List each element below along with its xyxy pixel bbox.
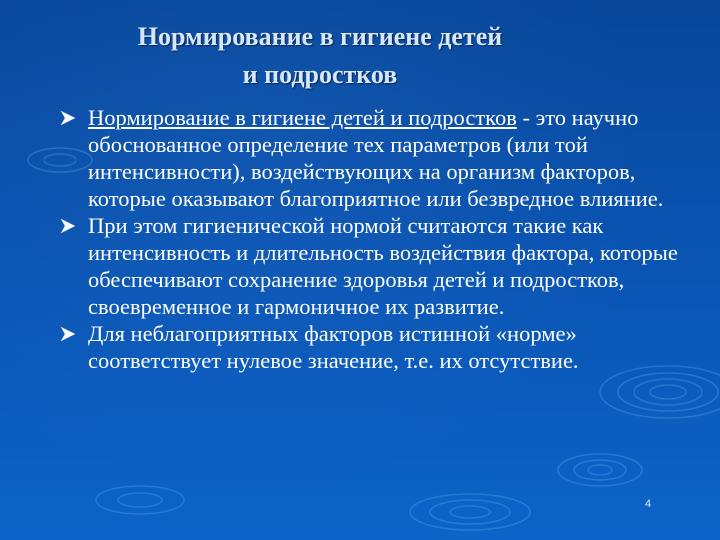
bullet-text-1: - это научно обоснованное определение тех параметров (или той интенсивности), воздействующих на организм факторов, которые оказывают благоприятное или безвредное влияние.	[88, 105, 664, 211]
bullet-text-2: При этом гигиенической нормой считаются такие как интенсивность и длительность воздействия фактора, которые обеспечивают сохранение здоровья детей и подростков, своевременное и гармоничное их развитие.	[88, 213, 678, 319]
arrow-bullet-icon	[60, 326, 76, 342]
bullet-item-norm	[60, 212, 680, 320]
definition-term: Нормирование в гигиене детей и подростков	[88, 105, 517, 130]
title-line-2: и подростков	[242, 60, 398, 89]
slide-title	[60, 18, 580, 94]
page-number: 4	[645, 498, 652, 510]
title-line-1: Нормирование в гигиене детей	[137, 22, 503, 51]
bullet-text-3: Для неблагоприятных факторов истинной «норме» соответствует нулевое значение, т.е. их отсутствие.	[88, 321, 579, 373]
bullet-item-unfavorable	[60, 320, 680, 374]
bullet-list	[60, 104, 680, 374]
arrow-bullet-icon	[60, 218, 76, 234]
arrow-bullet-icon	[60, 110, 76, 126]
bullet-item-definition	[60, 104, 680, 212]
